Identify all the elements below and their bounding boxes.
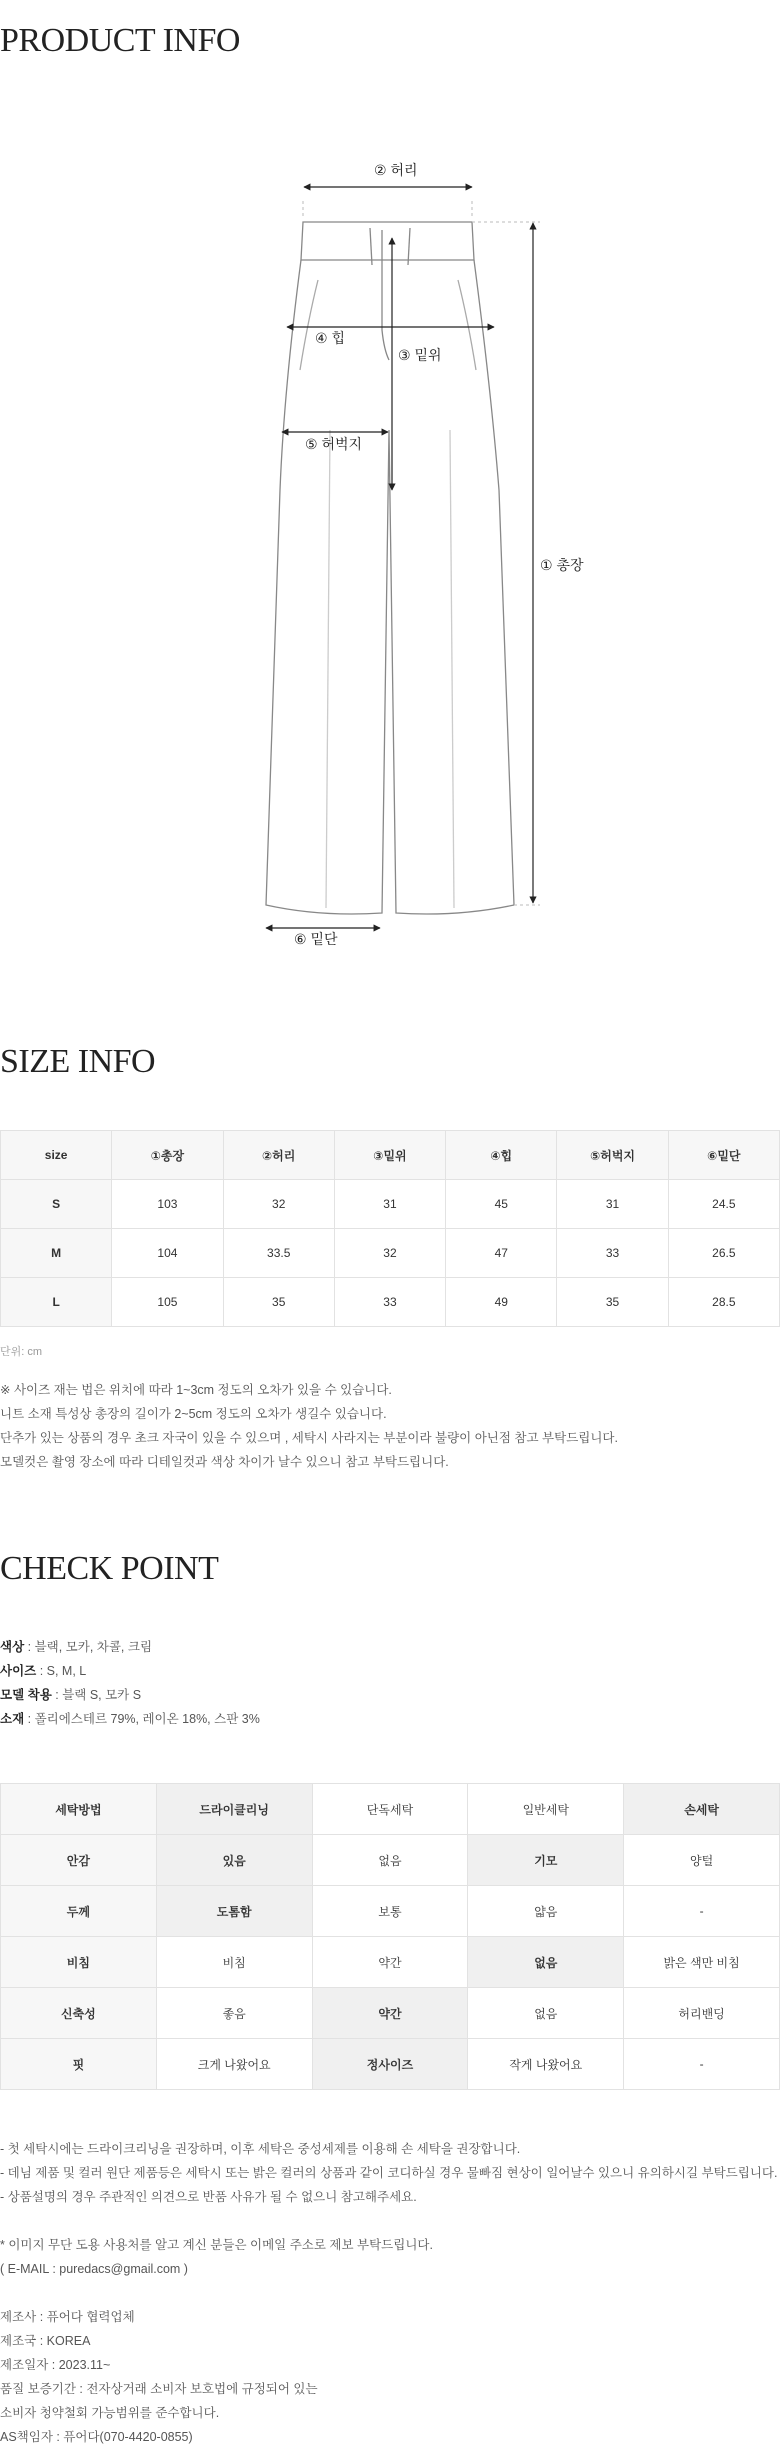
check-option-cell: 비침 — [156, 1937, 312, 1988]
size-cell: 33 — [557, 1229, 668, 1278]
check-label-cell: 세탁방법 — [1, 1784, 157, 1835]
size-notes — [0, 1378, 780, 1474]
table-row — [1, 1278, 780, 1327]
size-header-cell: ③밑위 — [334, 1131, 445, 1180]
check-option-cell-selected: 드라이클리닝 — [156, 1784, 312, 1835]
size-cell: 32 — [334, 1229, 445, 1278]
maker-line: 제조국 : KOREA — [0, 2334, 91, 2348]
spec-key: 소재 — [0, 1712, 25, 1726]
label-length: ① 총장 — [540, 557, 584, 573]
spec-value: : 폴리에스테르 79%, 레이온 18%, 스판 3% — [24, 1712, 260, 1726]
spec-key: 색상 — [0, 1640, 25, 1654]
copyright-notice — [0, 2233, 780, 2281]
table-row — [1, 1784, 780, 1835]
measurement-labels — [294, 162, 584, 947]
spec-line — [0, 1683, 780, 1707]
size-cell: 33.5 — [223, 1229, 334, 1278]
size-cell: 26.5 — [668, 1229, 779, 1278]
check-option-cell-selected: 약간 — [312, 1988, 468, 2039]
check-option-cell-selected: 기모 — [468, 1835, 624, 1886]
size-header-cell: ⑤허벅지 — [557, 1131, 668, 1180]
spec-line — [0, 1635, 780, 1659]
spec-value: : S, M, L — [36, 1664, 87, 1678]
pants-outline — [266, 222, 514, 914]
check-point-title: CHECK POINT — [0, 1550, 219, 1587]
size-cell: 31 — [334, 1180, 445, 1229]
size-header-cell: size — [1, 1131, 112, 1180]
pants-measurement-diagram — [0, 130, 780, 970]
size-cell: 49 — [446, 1278, 557, 1327]
check-option-cell: 없음 — [468, 1988, 624, 2039]
check-option-cell-selected: 도톰함 — [156, 1886, 312, 1937]
table-row — [1, 1835, 780, 1886]
size-cell: 35 — [223, 1278, 334, 1327]
label-waist: ② 허리 — [374, 162, 418, 178]
size-cell: 35 — [557, 1278, 668, 1327]
maker-line: 소비자 청약철회 가능범위를 준수합니다. — [0, 2406, 220, 2420]
check-option-cell-selected: 정사이즈 — [312, 2039, 468, 2090]
check-label-cell: 핏 — [1, 2039, 157, 2090]
size-header-cell: ⑥밑단 — [668, 1131, 779, 1180]
check-option-cell: 단독세탁 — [312, 1784, 468, 1835]
size-cell: 31 — [557, 1180, 668, 1229]
check-option-cell: 크게 나왔어요 — [156, 2039, 312, 2090]
size-info-title: SIZE INFO — [0, 1043, 156, 1080]
size-cell: 47 — [446, 1229, 557, 1278]
maker-info — [0, 2305, 780, 2449]
table-row — [1, 1229, 780, 1278]
check-option-cell: 약간 — [312, 1937, 468, 1988]
label-rise: ③ 밑위 — [398, 347, 442, 363]
check-option-cell: - — [624, 1886, 780, 1937]
check-option-cell: 없음 — [312, 1835, 468, 1886]
unit-label: 단위: cm — [0, 1346, 43, 1358]
spec-key: 사이즈 — [0, 1664, 37, 1678]
size-cell: 103 — [112, 1180, 223, 1229]
label-hem: ⑥ 밑단 — [294, 931, 338, 947]
check-option-cell: 작게 나왔어요 — [468, 2039, 624, 2090]
size-note: 모델컷은 촬영 장소에 따라 디테일컷과 색상 차이가 날수 있으니 참고 부탁드립니다. — [0, 1455, 449, 1469]
size-note: 단추가 있는 상품의 경우 초크 자국이 있을 수 있으며 , 세탁시 사라지는 부분이라 불량이 아닌점 참고 부탁드립니다. — [0, 1431, 618, 1445]
size-header-cell: ①총장 — [112, 1131, 223, 1180]
notice-line: - 첫 세탁시에는 드라이크리닝을 권장하며, 이후 세탁은 중성세제를 이용해 손 세탁을 권장합니다. — [0, 2142, 521, 2156]
check-label-cell: 비침 — [1, 1937, 157, 1988]
check-option-cell: 일반세탁 — [468, 1784, 624, 1835]
size-table-header-row — [1, 1131, 780, 1180]
check-label-cell: 안감 — [1, 1835, 157, 1886]
size-header-cell: ②허리 — [223, 1131, 334, 1180]
spec-line — [0, 1659, 780, 1683]
spec-value: : 블랙, 모카, 차콜, 크림 — [24, 1640, 153, 1654]
size-header-cell: ④힙 — [446, 1131, 557, 1180]
table-row — [1, 1937, 780, 1988]
label-hip: ④ 힙 — [315, 330, 345, 346]
check-option-cell: 얇음 — [468, 1886, 624, 1937]
product-specs — [0, 1635, 780, 1731]
notice-line: - 상품설명의 경우 주관적인 의견으로 반품 사유가 될 수 없으니 참고해주세요. — [0, 2190, 417, 2204]
check-option-cell: 양털 — [624, 1835, 780, 1886]
size-cell: 104 — [112, 1229, 223, 1278]
size-cell: S — [1, 1180, 112, 1229]
check-option-cell: 허리밴딩 — [624, 1988, 780, 2039]
maker-line: 제조사 : 퓨어다 협력업체 — [0, 2310, 135, 2324]
copyright-line: * 이미지 무단 도용 사용처를 알고 계신 분들은 이메일 주소로 제보 부탁드립니다. — [0, 2238, 433, 2252]
size-cell: 28.5 — [668, 1278, 779, 1327]
check-point-table — [0, 1783, 780, 2090]
product-info-title: PRODUCT INFO — [0, 22, 240, 59]
check-label-cell: 두께 — [1, 1886, 157, 1937]
maker-line: AS책임자 : 퓨어다(070-4420-0855) — [0, 2430, 193, 2444]
table-row — [1, 1988, 780, 2039]
check-option-cell: - — [624, 2039, 780, 2090]
size-cell: 24.5 — [668, 1180, 779, 1229]
size-cell: 32 — [223, 1180, 334, 1229]
check-option-cell: 보통 — [312, 1886, 468, 1937]
size-cell: 33 — [334, 1278, 445, 1327]
check-option-cell-selected: 있음 — [156, 1835, 312, 1886]
maker-line: 품질 보증기간 : 전자상거래 소비자 보호법에 규정되어 있는 — [0, 2382, 318, 2396]
check-option-cell: 밝은 색만 비침 — [624, 1937, 780, 1988]
size-note: 니트 소재 특성상 총장의 길이가 2~5cm 정도의 오차가 생길수 있습니다. — [0, 1407, 387, 1421]
spec-value: : 블랙 S, 모카 S — [51, 1688, 142, 1702]
email-line: ( E-MAIL : puredacs@gmail.com ) — [0, 2262, 188, 2276]
table-row — [1, 1886, 780, 1937]
table-row — [1, 2039, 780, 2090]
spec-key: 모델 착용 — [0, 1688, 52, 1702]
maker-line: 제조일자 : 2023.11~ — [0, 2358, 111, 2372]
spec-line — [0, 1707, 780, 1731]
table-row — [1, 1180, 780, 1229]
notice-line: - 데님 제품 및 컬러 원단 제품등은 세탁시 또는 밝은 컬러의 상품과 같이 코디하실 경우 물빠짐 현상이 일어날수 있으니 유의하시길 부탁드립니다. — [0, 2166, 778, 2180]
size-cell: 45 — [446, 1180, 557, 1229]
size-table — [0, 1130, 780, 1327]
care-notices — [0, 2137, 780, 2209]
size-cell: 105 — [112, 1278, 223, 1327]
size-cell: L — [1, 1278, 112, 1327]
size-cell: M — [1, 1229, 112, 1278]
check-option-cell-selected: 없음 — [468, 1937, 624, 1988]
check-option-cell-selected: 손세탁 — [624, 1784, 780, 1835]
size-note: ※ 사이즈 재는 법은 위치에 따라 1~3cm 정도의 오차가 있을 수 있습니다. — [0, 1383, 392, 1397]
check-option-cell: 좋음 — [156, 1988, 312, 2039]
label-thigh: ⑤ 허벅지 — [305, 436, 363, 452]
check-label-cell: 신축성 — [1, 1988, 157, 2039]
